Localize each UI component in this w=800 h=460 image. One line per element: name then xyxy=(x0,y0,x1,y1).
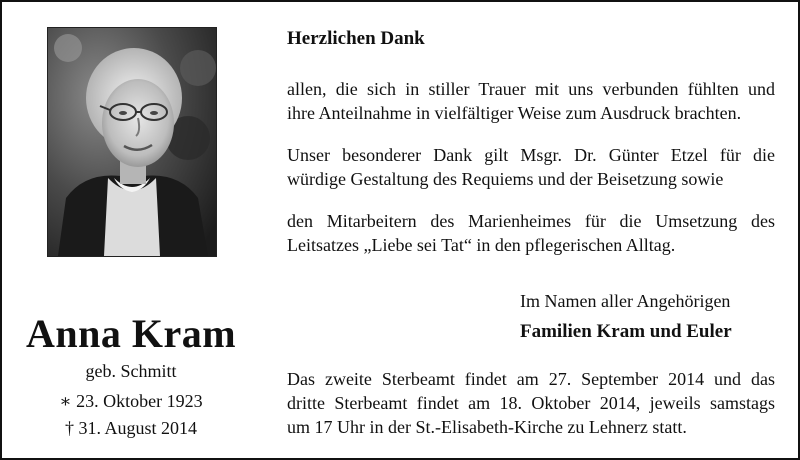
birth-date: ∗ 23. Oktober 1923 xyxy=(59,391,203,411)
birth-name: geb. Schmitt xyxy=(85,361,177,381)
requiem-paragraph xyxy=(287,367,775,439)
deceased-name: Anna Kram xyxy=(25,311,237,356)
text-line: allen, die sich in stiller Trauer mit uns verbunden fühlten und xyxy=(287,79,775,99)
thanks-paragraph-3 xyxy=(287,209,775,257)
text-line: um 17 Uhr in der St.-Elisabeth-Kirche zu Lehnerz statt. xyxy=(287,417,687,437)
text-line: dritte Sterbeamt findet am 18. Oktober 2014, jeweils samstags xyxy=(287,393,775,413)
portrait-photo xyxy=(47,27,217,257)
text-line: ihre Anteilnahme in vielfältiger Weise zum Ausdruck brachten. xyxy=(287,103,742,123)
text-line: würdige Gestaltung des Requiems und der Beisetzung sowie xyxy=(287,169,724,189)
text-line: Das zweite Sterbeamt findet am 27. September 2014 und das xyxy=(287,369,775,389)
thanks-paragraph-2 xyxy=(287,143,775,191)
signoff-families: Familien Kram und Euler xyxy=(520,321,732,342)
signoff-line-1: Im Namen aller Angehörigen xyxy=(520,291,731,311)
text-line: Unser besonderer Dank gilt Msgr. Dr. Günter Etzel für die xyxy=(287,145,775,165)
text-line: Leitsatzes „Liebe sei Tat“ in den pflegerischen Alltag. xyxy=(287,235,676,255)
death-date: † 31. August 2014 xyxy=(64,418,197,438)
thanks-heading: Herzlichen Dank xyxy=(287,28,425,49)
portrait-image xyxy=(48,28,216,256)
thanks-paragraph-1 xyxy=(287,77,775,125)
text-line: den Mitarbeitern des Marienheimes für die Umsetzung des xyxy=(287,211,775,231)
